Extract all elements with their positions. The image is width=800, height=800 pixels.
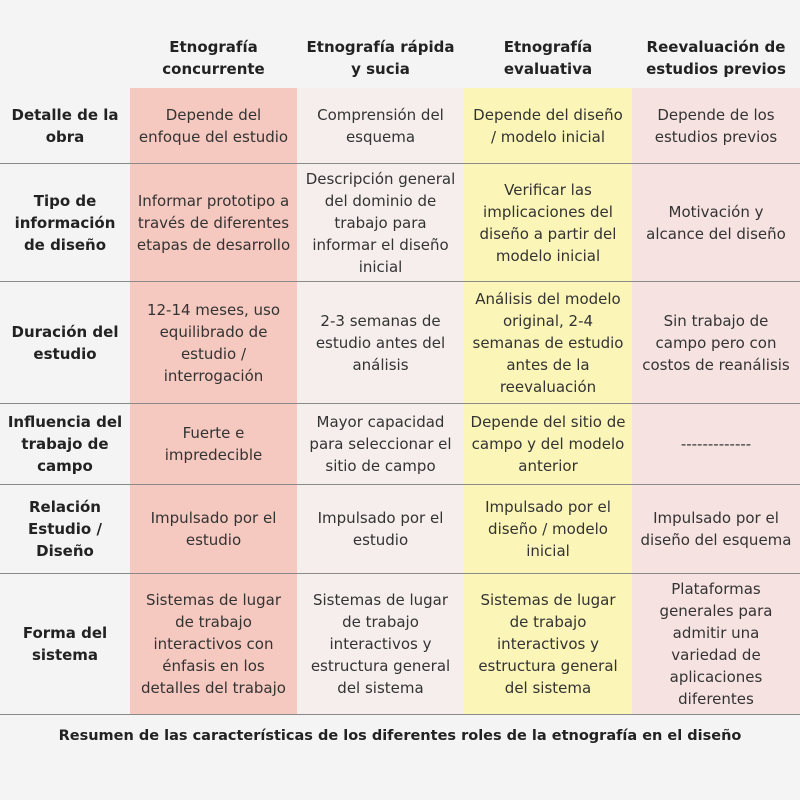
table-cell: Sistemas de lugar de trabajo interactivos con énfasis en los detalles del trabajo — [130, 574, 297, 715]
table-cell: Informar prototipo a través de diferentes etapas de desarrollo — [130, 164, 297, 282]
table-cell: Depende de los estudios previos — [632, 88, 800, 164]
table-cell: Depende del diseño / modelo inicial — [464, 88, 632, 164]
table-cell: Análisis del modelo original, 2-4 semanas de estudio antes de la reevaluación — [464, 282, 632, 404]
table-cell: Impulsado por el estudio — [130, 485, 297, 574]
row-label: Forma del sistema — [0, 574, 130, 715]
table-cell: Depende del enfoque del estudio — [130, 88, 297, 164]
table-cell: 2-3 semanas de estudio antes del análisis — [297, 282, 464, 404]
row-label: Duración del estudio — [0, 282, 130, 404]
table-cell: Plataformas generales para admitir una variedad de aplicaciones diferentes — [632, 574, 800, 715]
column-header: Reevaluación de estudios previos — [646, 38, 786, 78]
table-cell: Descripción general del dominio de trabajo para informar el diseño inicial — [297, 164, 464, 282]
table-cell: 12-14 meses, uso equilibrado de estudio / interrogación — [130, 282, 297, 404]
table-cell: Impulsado por el diseño del esquema — [632, 485, 800, 574]
column-header: Etnografía rápida y sucia — [306, 38, 455, 78]
table-cell: Mayor capacidad para seleccionar el sitio de campo — [297, 404, 464, 485]
table-cell: Motivación y alcance del diseño — [632, 164, 800, 282]
table-cell: Impulsado por el estudio — [297, 485, 464, 574]
table-caption: Resumen de las características de los diferentes roles de la etnografía en el diseño — [58, 728, 742, 744]
table-cell: Depende del sitio de campo y del modelo anterior — [464, 404, 632, 485]
row-label: Relación Estudio / Diseño — [0, 485, 130, 574]
table-cell: Fuerte e impredecible — [130, 404, 297, 485]
table-cell: Comprensión del esquema — [297, 88, 464, 164]
table-cell: Sistemas de lugar de trabajo interactivos y estructura general del sistema — [297, 574, 464, 715]
row-label: Tipo de información de diseño — [0, 164, 130, 282]
table-cell: Verificar las implicaciones del diseño a partir del modelo inicial — [464, 164, 632, 282]
table-cell: Impulsado por el diseño / modelo inicial — [464, 485, 632, 574]
row-label: Detalle de la obra — [0, 88, 130, 164]
comparison-table — [0, 28, 800, 715]
row-label: Influencia del trabajo de campo — [0, 404, 130, 485]
column-header: Etnografía evaluativa — [503, 38, 593, 78]
column-header: Etnografía concurrente — [162, 38, 265, 78]
table-cell: Sistemas de lugar de trabajo interactivos y estructura general del sistema — [464, 574, 632, 715]
corner-cell — [0, 28, 130, 88]
table-cell: Sin trabajo de campo pero con costos de reanálisis — [632, 282, 800, 404]
table-cell: ------------- — [632, 404, 800, 485]
